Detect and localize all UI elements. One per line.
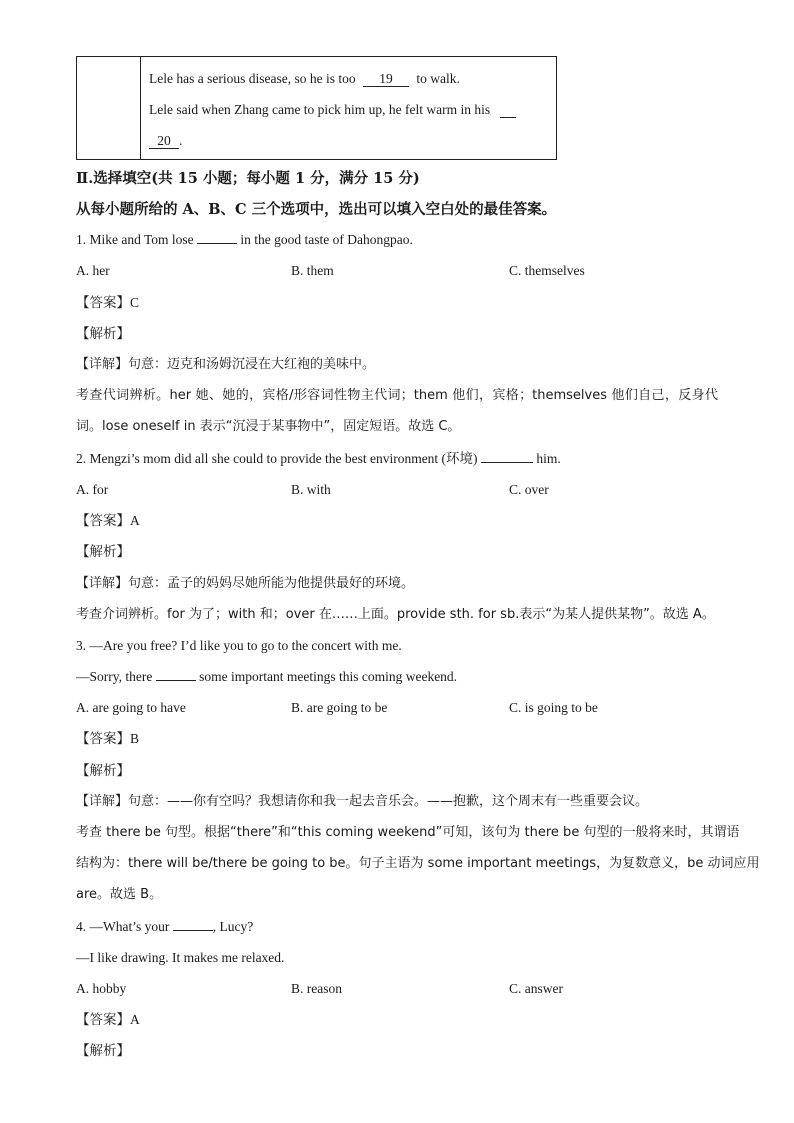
answer-blank <box>481 450 533 463</box>
question-3-stem-1: 3. —Are you free? I’d like you to go to the concert with me. <box>76 638 402 653</box>
q2-detail-2: 考查介词辨析。for 为了；with 和；over 在……上面。provide sth. for sb.表示“为某人提供某物”。故选 A。 <box>76 607 715 622</box>
q4-analysis-label: 【解析】 <box>76 1043 130 1059</box>
blank-20-lead <box>500 103 516 118</box>
q1-detail-2: 考查代词辨析。her 她、她的，宾格/形容词性物主代词；them 他们，宾格；themselves 他们自己，反身代 <box>76 388 718 403</box>
question-4-stem-1: 4. —What’s your , Lucy? <box>76 919 254 934</box>
q2-option-c: C. over <box>509 482 549 497</box>
answer-blank <box>197 231 237 244</box>
q1-answer: 【答案】C <box>76 295 140 311</box>
q4-option-a: A. hobby <box>76 981 127 996</box>
q1-detail-1: 【详解】句意：迈克和汤姆沉浸在大红袍的美味中。 <box>76 357 376 372</box>
question-1-stem: 1. Mike and Tom lose in the good taste of Dahongpao. <box>76 232 413 247</box>
question-2-stem: 2. Mengzi’s mom did all she could to provide the best environment (环境) him. <box>76 451 561 466</box>
q1-option-b: B. them <box>291 263 334 278</box>
q1-option-a: A. her <box>76 263 110 278</box>
q3-detail-1: 【详解】句意：——你有空吗？我想请你和我一起去音乐会。——抱歉，这个周末有一些重要会议。 <box>76 794 649 809</box>
blank-19: 19 <box>363 72 409 87</box>
q3-option-c: C. is going to be <box>509 700 598 715</box>
q3-detail-3: 结构为：there will be/there be going to be。句子主语为 some important meetings，为复数意义，be 动词应用 <box>76 856 760 871</box>
q3-analysis-label: 【解析】 <box>76 763 130 779</box>
q4-option-c: C. answer <box>509 981 563 996</box>
table-left-cell <box>77 57 141 159</box>
q1-analysis-label: 【解析】 <box>76 326 130 342</box>
q3-option-a: A. are going to have <box>76 700 186 715</box>
section-instruction: 从每小题所给的 A、B、C 三个选项中，选出可以填入空白处的最佳答案。 <box>76 201 557 218</box>
q2-analysis-label: 【解析】 <box>76 544 130 560</box>
section-title: Ⅱ.选择填空(共 15 小题；每小题 1 分，满分 15 分) <box>76 170 420 187</box>
answer-blank <box>156 668 196 681</box>
q2-detail-1: 【详解】句意：孟子的妈妈尽她所能为他提供最好的环境。 <box>76 576 415 591</box>
q3-detail-4: are。故选 B。 <box>76 887 163 902</box>
q3-option-b: B. are going to be <box>291 700 388 715</box>
q4-answer: 【答案】A <box>76 1012 140 1028</box>
passage-table <box>76 56 557 160</box>
q3-detail-2: 考查 there be 句型。根据“there”和“this coming weekend”可知，该句为 there be 句型的一般将来时，其谓语 <box>76 825 740 840</box>
blank-20: 20 <box>149 134 179 149</box>
q1-detail-3: 词。lose oneself in 表示“沉浸于某事物中”，固定短语。故选 C。 <box>76 419 461 434</box>
q2-option-a: A. for <box>76 482 109 497</box>
question-4-stem-2: —I like drawing. It makes me relaxed. <box>76 950 285 965</box>
table-line-3: 20 . <box>149 133 182 149</box>
q1-option-c: C. themselves <box>509 263 585 278</box>
q3-answer: 【答案】B <box>76 731 140 747</box>
q4-option-b: B. reason <box>291 981 342 996</box>
q2-answer: 【答案】A <box>76 513 140 529</box>
q2-option-b: B. with <box>291 482 331 497</box>
table-line-2: Lele said when Zhang came to pick him up, he felt warm in his <box>149 102 516 118</box>
question-3-stem-2: —Sorry, there some important meetings this coming weekend. <box>76 669 458 684</box>
table-line-1: Lele has a serious disease, so he is too 19 to walk. <box>149 71 460 86</box>
answer-blank <box>173 918 213 931</box>
